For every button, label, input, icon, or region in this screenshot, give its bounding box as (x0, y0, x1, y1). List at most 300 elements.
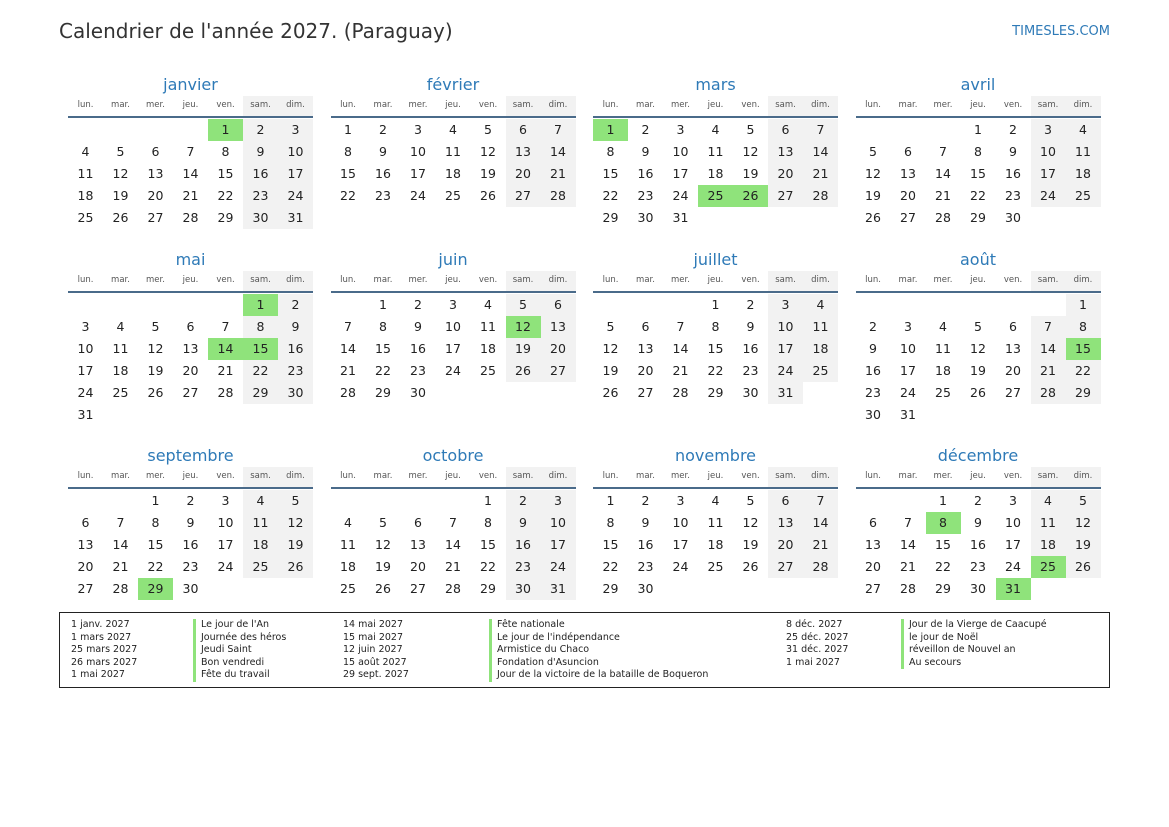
day-cell[interactable]: 26 (1066, 556, 1101, 578)
day-cell[interactable]: 19 (480, 166, 496, 181)
day-cell[interactable]: 13 (768, 141, 803, 163)
day-cell[interactable]: 22 (602, 188, 619, 203)
day-cell[interactable]: 9 (1009, 144, 1017, 159)
day-cell[interactable]: 27 (410, 581, 426, 596)
day-cell[interactable]: 14 (112, 537, 129, 552)
day-cell[interactable]: 7 (803, 119, 838, 141)
day-cell[interactable]: 27 (900, 210, 916, 225)
day-cell[interactable]: 15 (970, 166, 986, 181)
day-cell[interactable]: 5 (484, 122, 492, 137)
day-cell[interactable]: 10 (278, 141, 313, 163)
day-cell[interactable]: 18 (803, 338, 838, 360)
day-cell[interactable]: 14 (803, 512, 838, 534)
day-cell[interactable]: 7 (449, 515, 457, 530)
day-cell[interactable]: 19 (112, 188, 129, 203)
day-cell[interactable]: 1 (939, 493, 947, 508)
day-cell[interactable]: 21 (112, 559, 129, 574)
day-cell[interactable]: 11 (77, 166, 94, 181)
day-cell[interactable]: 23 (742, 363, 759, 378)
holiday-day-cell[interactable]: 26 (733, 185, 768, 207)
day-cell[interactable]: 8 (379, 319, 387, 334)
day-cell[interactable]: 30 (410, 385, 426, 400)
day-cell[interactable]: 4 (1066, 119, 1101, 141)
day-cell[interactable]: 30 (637, 210, 654, 225)
day-cell[interactable]: 7 (541, 119, 576, 141)
day-cell[interactable]: 17 (77, 363, 94, 378)
day-cell[interactable]: 29 (480, 581, 496, 596)
day-cell[interactable]: 23 (865, 385, 881, 400)
day-cell[interactable]: 11 (445, 144, 461, 159)
day-cell[interactable]: 28 (900, 581, 916, 596)
day-cell[interactable]: 25 (935, 385, 951, 400)
day-cell[interactable]: 29 (707, 385, 724, 400)
day-cell[interactable]: 8 (344, 144, 352, 159)
day-cell[interactable]: 11 (935, 341, 951, 356)
day-cell[interactable]: 24 (672, 559, 689, 574)
day-cell[interactable]: 2 (186, 493, 195, 508)
day-cell[interactable]: 6 (506, 119, 541, 141)
day-cell[interactable]: 25 (445, 188, 461, 203)
day-cell[interactable]: 10 (1005, 515, 1021, 530)
day-cell[interactable]: 30 (970, 581, 986, 596)
day-cell[interactable]: 1 (344, 122, 352, 137)
day-cell[interactable]: 28 (445, 581, 461, 596)
day-cell[interactable]: 4 (243, 490, 278, 512)
day-cell[interactable]: 16 (506, 534, 541, 556)
day-cell[interactable]: 17 (672, 537, 689, 552)
day-cell[interactable]: 24 (1031, 185, 1066, 207)
day-cell[interactable]: 13 (77, 537, 94, 552)
day-cell[interactable]: 2 (641, 493, 650, 508)
day-cell[interactable]: 22 (147, 559, 164, 574)
holiday-day-cell[interactable]: 15 (1066, 338, 1101, 360)
day-cell[interactable]: 9 (641, 144, 650, 159)
day-cell[interactable]: 18 (112, 363, 129, 378)
day-cell[interactable]: 27 (147, 210, 164, 225)
day-cell[interactable]: 6 (904, 144, 912, 159)
day-cell[interactable]: 19 (970, 363, 986, 378)
day-cell[interactable]: 23 (970, 559, 986, 574)
day-cell[interactable]: 31 (541, 578, 576, 600)
day-cell[interactable]: 26 (970, 385, 986, 400)
day-cell[interactable]: 11 (803, 316, 838, 338)
day-cell[interactable]: 3 (1009, 493, 1017, 508)
day-cell[interactable]: 7 (904, 515, 912, 530)
day-cell[interactable]: 10 (217, 515, 234, 530)
day-cell[interactable]: 13 (410, 537, 426, 552)
day-cell[interactable]: 14 (541, 141, 576, 163)
day-cell[interactable]: 24 (445, 363, 461, 378)
day-cell[interactable]: 8 (711, 319, 720, 334)
day-cell[interactable]: 21 (803, 163, 838, 185)
day-cell[interactable]: 26 (112, 210, 129, 225)
day-cell[interactable]: 17 (900, 363, 916, 378)
day-cell[interactable]: 24 (768, 360, 803, 382)
day-cell[interactable]: 6 (414, 515, 422, 530)
day-cell[interactable]: 2 (974, 493, 982, 508)
day-cell[interactable]: 3 (278, 119, 313, 141)
day-cell[interactable]: 21 (541, 163, 576, 185)
day-cell[interactable]: 16 (970, 537, 986, 552)
day-cell[interactable]: 11 (112, 341, 129, 356)
day-cell[interactable]: 17 (768, 338, 803, 360)
day-cell[interactable]: 3 (221, 493, 230, 508)
day-cell[interactable]: 1 (151, 493, 160, 508)
day-cell[interactable]: 14 (1031, 338, 1066, 360)
day-cell[interactable]: 20 (410, 559, 426, 574)
day-cell[interactable]: 16 (1005, 166, 1021, 181)
day-cell[interactable]: 6 (869, 515, 877, 530)
day-cell[interactable]: 31 (900, 407, 916, 422)
day-cell[interactable]: 4 (449, 122, 457, 137)
day-cell[interactable]: 23 (182, 559, 199, 574)
day-cell[interactable]: 17 (1031, 163, 1066, 185)
day-cell[interactable]: 10 (541, 512, 576, 534)
day-cell[interactable]: 2 (243, 119, 278, 141)
day-cell[interactable]: 20 (768, 163, 803, 185)
day-cell[interactable]: 18 (1031, 534, 1066, 556)
day-cell[interactable]: 14 (445, 537, 461, 552)
day-cell[interactable]: 27 (182, 385, 199, 400)
day-cell[interactable]: 10 (77, 341, 94, 356)
day-cell[interactable]: 24 (1005, 559, 1021, 574)
day-cell[interactable]: 11 (1066, 141, 1101, 163)
day-cell[interactable]: 21 (340, 363, 356, 378)
day-cell[interactable]: 19 (742, 537, 759, 552)
day-cell[interactable]: 11 (243, 512, 278, 534)
day-cell[interactable]: 3 (541, 490, 576, 512)
holiday-day-cell[interactable]: 1 (243, 294, 278, 316)
day-cell[interactable]: 9 (506, 512, 541, 534)
day-cell[interactable]: 25 (340, 581, 356, 596)
day-cell[interactable]: 2 (869, 319, 877, 334)
day-cell[interactable]: 26 (602, 385, 619, 400)
day-cell[interactable]: 14 (672, 341, 689, 356)
day-cell[interactable]: 28 (803, 556, 838, 578)
day-cell[interactable]: 30 (742, 385, 759, 400)
day-cell[interactable]: 22 (970, 188, 986, 203)
day-cell[interactable]: 15 (480, 537, 496, 552)
day-cell[interactable]: 12 (147, 341, 164, 356)
day-cell[interactable]: 7 (1031, 316, 1066, 338)
day-cell[interactable]: 23 (637, 559, 654, 574)
day-cell[interactable]: 21 (1031, 360, 1066, 382)
day-cell[interactable]: 27 (541, 360, 576, 382)
day-cell[interactable]: 23 (637, 188, 654, 203)
day-cell[interactable]: 5 (974, 319, 982, 334)
day-cell[interactable]: 12 (1066, 512, 1101, 534)
day-cell[interactable]: 18 (707, 166, 724, 181)
day-cell[interactable]: 10 (1031, 141, 1066, 163)
day-cell[interactable]: 8 (1066, 316, 1101, 338)
day-cell[interactable]: 24 (410, 188, 426, 203)
day-cell[interactable]: 13 (1005, 341, 1021, 356)
day-cell[interactable]: 16 (375, 166, 391, 181)
day-cell[interactable]: 10 (768, 316, 803, 338)
day-cell[interactable]: 31 (768, 382, 803, 404)
day-cell[interactable]: 24 (77, 385, 94, 400)
day-cell[interactable]: 31 (278, 207, 313, 229)
day-cell[interactable]: 18 (480, 341, 496, 356)
day-cell[interactable]: 15 (707, 341, 724, 356)
day-cell[interactable]: 6 (541, 294, 576, 316)
day-cell[interactable]: 30 (506, 578, 541, 600)
day-cell[interactable]: 15 (935, 537, 951, 552)
day-cell[interactable]: 30 (637, 581, 654, 596)
day-cell[interactable]: 30 (865, 407, 881, 422)
day-cell[interactable]: 23 (375, 188, 391, 203)
day-cell[interactable]: 20 (147, 188, 164, 203)
day-cell[interactable]: 19 (865, 188, 881, 203)
day-cell[interactable]: 13 (768, 512, 803, 534)
day-cell[interactable]: 3 (904, 319, 912, 334)
day-cell[interactable]: 5 (116, 144, 125, 159)
day-cell[interactable]: 1 (1066, 294, 1101, 316)
day-cell[interactable]: 22 (217, 188, 234, 203)
day-cell[interactable]: 3 (449, 297, 457, 312)
day-cell[interactable]: 19 (375, 559, 391, 574)
day-cell[interactable]: 4 (1031, 490, 1066, 512)
day-cell[interactable]: 28 (182, 210, 199, 225)
day-cell[interactable]: 30 (1005, 210, 1021, 225)
day-cell[interactable]: 7 (116, 515, 125, 530)
day-cell[interactable]: 4 (484, 297, 492, 312)
day-cell[interactable]: 9 (243, 141, 278, 163)
day-cell[interactable]: 20 (541, 338, 576, 360)
day-cell[interactable]: 5 (746, 122, 755, 137)
day-cell[interactable]: 12 (602, 341, 619, 356)
day-cell[interactable]: 16 (865, 363, 881, 378)
day-cell[interactable]: 16 (637, 537, 654, 552)
day-cell[interactable]: 2 (414, 297, 422, 312)
holiday-day-cell[interactable]: 14 (208, 338, 243, 360)
day-cell[interactable]: 1 (484, 493, 492, 508)
day-cell[interactable]: 28 (340, 385, 356, 400)
day-cell[interactable]: 17 (278, 163, 313, 185)
day-cell[interactable]: 23 (410, 363, 426, 378)
day-cell[interactable]: 4 (711, 493, 720, 508)
day-cell[interactable]: 16 (278, 338, 313, 360)
day-cell[interactable]: 4 (344, 515, 352, 530)
day-cell[interactable]: 17 (672, 166, 689, 181)
day-cell[interactable]: 21 (217, 363, 234, 378)
day-cell[interactable]: 20 (1005, 363, 1021, 378)
day-cell[interactable]: 27 (768, 185, 803, 207)
day-cell[interactable]: 6 (151, 144, 160, 159)
day-cell[interactable]: 20 (768, 534, 803, 556)
day-cell[interactable]: 8 (243, 316, 278, 338)
day-cell[interactable]: 18 (243, 534, 278, 556)
day-cell[interactable]: 19 (506, 338, 541, 360)
day-cell[interactable]: 26 (480, 188, 496, 203)
day-cell[interactable]: 16 (243, 163, 278, 185)
day-cell[interactable]: 1 (711, 297, 720, 312)
day-cell[interactable]: 28 (217, 385, 234, 400)
holiday-day-cell[interactable]: 25 (1031, 556, 1066, 578)
day-cell[interactable]: 20 (506, 163, 541, 185)
day-cell[interactable]: 6 (768, 490, 803, 512)
day-cell[interactable]: 17 (541, 534, 576, 556)
day-cell[interactable]: 11 (707, 515, 724, 530)
day-cell[interactable]: 30 (182, 581, 199, 596)
day-cell[interactable]: 22 (1066, 360, 1101, 382)
day-cell[interactable]: 27 (77, 581, 94, 596)
day-cell[interactable]: 24 (672, 188, 689, 203)
day-cell[interactable]: 4 (81, 144, 90, 159)
day-cell[interactable]: 3 (676, 493, 685, 508)
day-cell[interactable]: 19 (278, 534, 313, 556)
day-cell[interactable]: 7 (221, 319, 230, 334)
day-cell[interactable]: 9 (379, 144, 387, 159)
day-cell[interactable]: 19 (147, 363, 164, 378)
holiday-day-cell[interactable]: 31 (996, 578, 1031, 600)
day-cell[interactable]: 9 (974, 515, 982, 530)
day-cell[interactable]: 9 (414, 319, 422, 334)
day-cell[interactable]: 5 (151, 319, 160, 334)
day-cell[interactable]: 29 (602, 581, 619, 596)
day-cell[interactable]: 22 (480, 559, 496, 574)
day-cell[interactable]: 2 (278, 294, 313, 316)
day-cell[interactable]: 27 (637, 385, 654, 400)
day-cell[interactable]: 20 (637, 363, 654, 378)
day-cell[interactable]: 17 (217, 537, 234, 552)
day-cell[interactable]: 21 (182, 188, 199, 203)
day-cell[interactable]: 22 (375, 363, 391, 378)
day-cell[interactable]: 3 (81, 319, 90, 334)
day-cell[interactable]: 28 (1031, 382, 1066, 404)
day-cell[interactable]: 25 (112, 385, 129, 400)
day-cell[interactable]: 15 (375, 341, 391, 356)
day-cell[interactable]: 12 (278, 512, 313, 534)
day-cell[interactable]: 20 (182, 363, 199, 378)
day-cell[interactable]: 14 (803, 141, 838, 163)
day-cell[interactable]: 2 (506, 490, 541, 512)
day-cell[interactable]: 29 (935, 581, 951, 596)
day-cell[interactable]: 22 (935, 559, 951, 574)
holiday-day-cell[interactable]: 12 (506, 316, 541, 338)
day-cell[interactable]: 1 (606, 493, 615, 508)
day-cell[interactable]: 28 (112, 581, 129, 596)
day-cell[interactable]: 5 (606, 319, 615, 334)
day-cell[interactable]: 12 (375, 537, 391, 552)
day-cell[interactable]: 23 (243, 185, 278, 207)
day-cell[interactable]: 26 (375, 581, 391, 596)
day-cell[interactable]: 3 (768, 294, 803, 316)
day-cell[interactable]: 26 (147, 385, 164, 400)
day-cell[interactable]: 30 (278, 382, 313, 404)
day-cell[interactable]: 19 (1066, 534, 1101, 556)
day-cell[interactable]: 15 (147, 537, 164, 552)
day-cell[interactable]: 22 (340, 188, 356, 203)
day-cell[interactable]: 2 (641, 122, 650, 137)
day-cell[interactable]: 2 (746, 297, 755, 312)
day-cell[interactable]: 12 (865, 166, 881, 181)
day-cell[interactable]: 24 (900, 385, 916, 400)
day-cell[interactable]: 12 (970, 341, 986, 356)
day-cell[interactable]: 21 (672, 363, 689, 378)
day-cell[interactable]: 8 (974, 144, 982, 159)
day-cell[interactable]: 30 (243, 207, 278, 229)
day-cell[interactable]: 28 (803, 185, 838, 207)
day-cell[interactable]: 18 (935, 363, 951, 378)
day-cell[interactable]: 25 (707, 559, 724, 574)
day-cell[interactable]: 25 (480, 363, 496, 378)
day-cell[interactable]: 15 (217, 166, 234, 181)
day-cell[interactable]: 26 (742, 559, 759, 574)
day-cell[interactable]: 3 (676, 122, 685, 137)
day-cell[interactable]: 22 (602, 559, 619, 574)
day-cell[interactable]: 21 (900, 559, 916, 574)
day-cell[interactable]: 7 (939, 144, 947, 159)
day-cell[interactable]: 9 (641, 515, 650, 530)
day-cell[interactable]: 8 (221, 144, 230, 159)
day-cell[interactable]: 10 (672, 144, 689, 159)
day-cell[interactable]: 25 (77, 210, 94, 225)
day-cell[interactable]: 6 (186, 319, 195, 334)
day-cell[interactable]: 8 (606, 144, 615, 159)
day-cell[interactable]: 24 (541, 556, 576, 578)
day-cell[interactable]: 10 (445, 319, 461, 334)
day-cell[interactable]: 13 (541, 316, 576, 338)
day-cell[interactable]: 2 (1009, 122, 1017, 137)
day-cell[interactable]: 14 (182, 166, 199, 181)
holiday-day-cell[interactable]: 29 (138, 578, 173, 600)
day-cell[interactable]: 13 (506, 141, 541, 163)
day-cell[interactable]: 5 (379, 515, 387, 530)
day-cell[interactable]: 13 (637, 341, 654, 356)
day-cell[interactable]: 12 (742, 144, 759, 159)
day-cell[interactable]: 4 (711, 122, 720, 137)
day-cell[interactable]: 10 (900, 341, 916, 356)
day-cell[interactable]: 28 (935, 210, 951, 225)
day-cell[interactable]: 1 (379, 297, 387, 312)
holiday-day-cell[interactable]: 8 (926, 512, 961, 534)
day-cell[interactable]: 23 (278, 360, 313, 382)
day-cell[interactable]: 29 (375, 385, 391, 400)
day-cell[interactable]: 10 (672, 515, 689, 530)
day-cell[interactable]: 17 (445, 341, 461, 356)
day-cell[interactable]: 4 (803, 294, 838, 316)
day-cell[interactable]: 15 (602, 537, 619, 552)
day-cell[interactable]: 24 (217, 559, 234, 574)
day-cell[interactable]: 4 (939, 319, 947, 334)
day-cell[interactable]: 17 (1005, 537, 1021, 552)
day-cell[interactable]: 20 (77, 559, 94, 574)
day-cell[interactable]: 8 (606, 515, 615, 530)
day-cell[interactable]: 11 (480, 319, 496, 334)
day-cell[interactable]: 23 (506, 556, 541, 578)
day-cell[interactable]: 5 (1066, 490, 1101, 512)
day-cell[interactable]: 9 (278, 316, 313, 338)
day-cell[interactable]: 31 (672, 210, 689, 225)
day-cell[interactable]: 27 (865, 581, 881, 596)
day-cell[interactable]: 11 (707, 144, 724, 159)
day-cell[interactable]: 5 (746, 493, 755, 508)
day-cell[interactable]: 6 (1009, 319, 1017, 334)
day-cell[interactable]: 22 (243, 360, 278, 382)
brand-link[interactable]: TIMESLES.COM (1012, 24, 1110, 39)
day-cell[interactable]: 11 (1031, 512, 1066, 534)
day-cell[interactable]: 23 (1005, 188, 1021, 203)
day-cell[interactable]: 10 (410, 144, 426, 159)
day-cell[interactable]: 20 (900, 188, 916, 203)
day-cell[interactable]: 19 (742, 166, 759, 181)
day-cell[interactable]: 25 (1066, 185, 1101, 207)
day-cell[interactable]: 8 (484, 515, 492, 530)
day-cell[interactable]: 29 (602, 210, 619, 225)
day-cell[interactable]: 7 (676, 319, 685, 334)
day-cell[interactable]: 19 (602, 363, 619, 378)
